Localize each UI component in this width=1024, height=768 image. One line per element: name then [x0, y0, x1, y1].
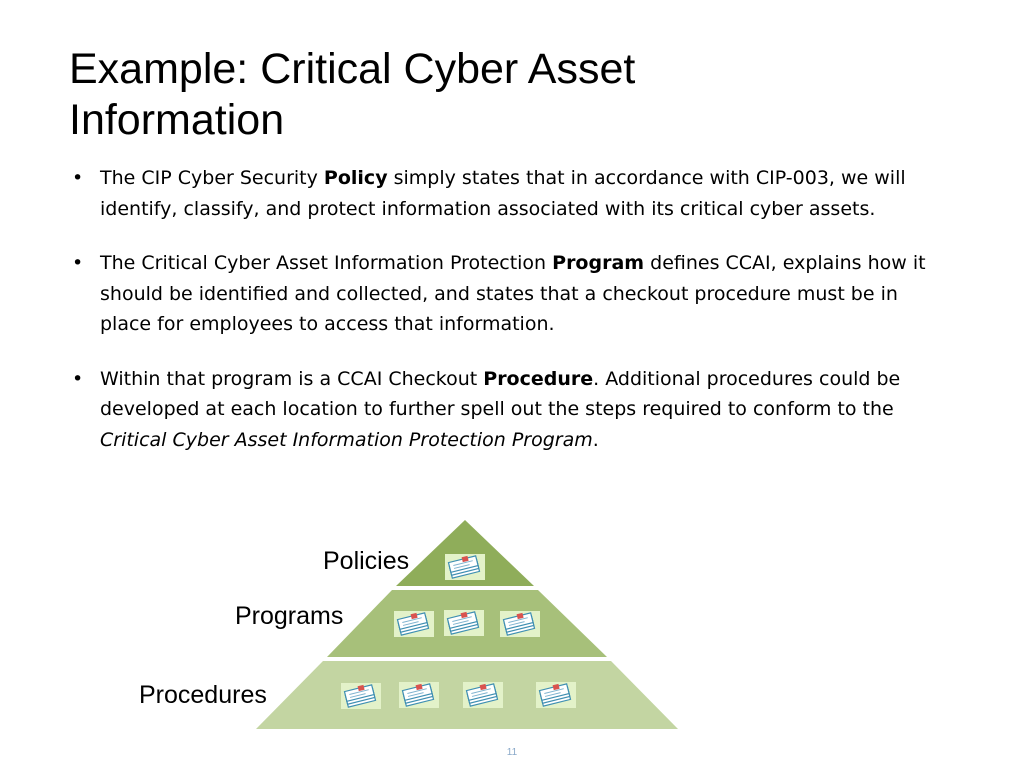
- text-run-italic: Critical Cyber Asset Information Protection Program: [100, 428, 593, 451]
- text-run: Within that program is a CCAI Checkout: [100, 367, 484, 390]
- document-stack-icon: [500, 611, 540, 637]
- document-stack-icon: [394, 611, 434, 637]
- bullet-marker: •: [72, 367, 84, 390]
- document-stack-icon: [399, 682, 439, 708]
- page-number: 11: [506, 747, 518, 758]
- document-stack-icon: [341, 683, 381, 709]
- tier-label-policies: Policies: [323, 547, 410, 575]
- text-run-bold: Program: [552, 252, 645, 274]
- slide-title: Example: Critical Cyber Asset Information: [69, 45, 636, 144]
- text-run-bold: Procedure: [483, 367, 594, 390]
- tier-label-programs: Programs: [235, 602, 344, 630]
- text-run: .: [592, 428, 599, 451]
- text-run: The CIP Cyber Security: [100, 167, 324, 189]
- text-run-bold: Policy: [323, 167, 388, 189]
- bullet-marker: •: [72, 167, 84, 189]
- text-run: The Critical Cyber Asset Information Protection: [100, 252, 553, 274]
- text-run: defines CCAI, explains how it should be identified and collected, and states that a checkout procedure must be in place for employees to access that information.: [100, 252, 926, 335]
- document-stack-icon: [445, 554, 485, 580]
- document-stack-icon: [463, 682, 503, 708]
- text-run: . Additional procedures could be developed at each location to further spell out the steps required to conform to the: [100, 367, 901, 420]
- bullet-marker: •: [72, 252, 84, 274]
- document-stack-icon: [444, 610, 484, 636]
- text-run: simply states that in accordance with CIP-003, we will identify, classify, and protect information associated with its critical cyber assets.: [100, 167, 906, 220]
- tier-label-procedures: Procedures: [139, 681, 267, 709]
- document-stack-icon: [536, 682, 576, 708]
